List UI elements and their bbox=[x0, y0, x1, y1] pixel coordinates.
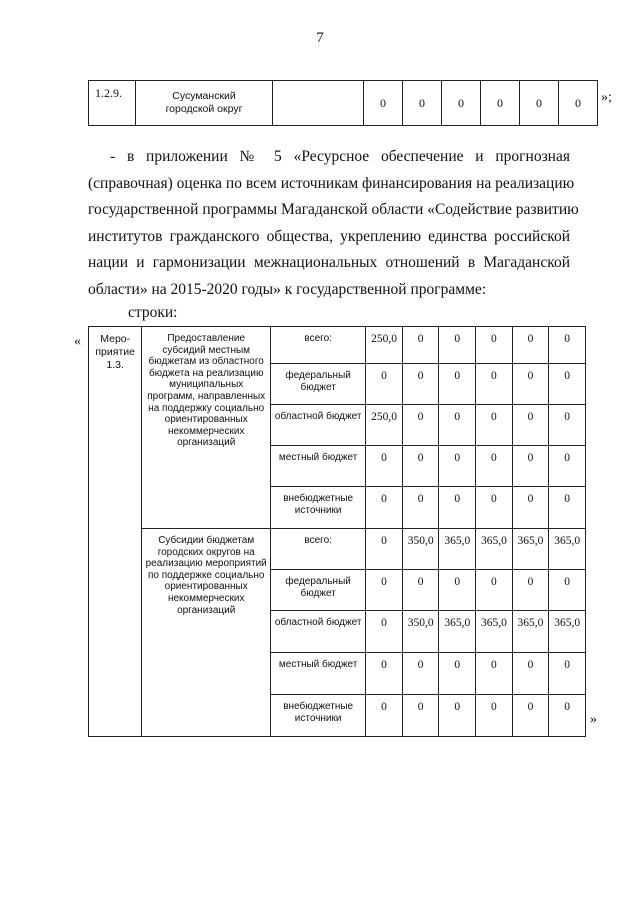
value-cell: 0 bbox=[476, 327, 513, 364]
value-cell: 350,0 bbox=[402, 529, 439, 570]
value-cell: 365,0 bbox=[512, 529, 549, 570]
body-paragraph bbox=[88, 144, 579, 304]
value-cell: 0 bbox=[476, 570, 513, 611]
value-cell: 0 bbox=[366, 364, 403, 405]
value-cell: 0 bbox=[402, 653, 439, 695]
event-cell bbox=[89, 327, 142, 737]
quote-close: » bbox=[590, 712, 597, 727]
value-cell: 0 bbox=[402, 487, 439, 529]
group-description: Предоставление субсидий местным бюджетам из областного бюджета на реализацию муниципальных программ, направленных на поддержку социально ориентированных некоммерческих организаций bbox=[142, 327, 271, 529]
value-cell: 0 bbox=[549, 570, 586, 611]
value-cell: 0 bbox=[366, 695, 403, 737]
paragraph-line: нации и гармонизации межнациональных отношений в Магаданской bbox=[88, 254, 570, 272]
value-cell: 0 bbox=[402, 695, 439, 737]
value-cell: 0 bbox=[439, 570, 476, 611]
value-cell: 0 bbox=[402, 405, 439, 446]
group-description: Субсидии бюджетам городских округов на реализацию мероприятий по поддержке социально ориентированных некоммерческих организаций bbox=[142, 529, 271, 737]
value-cell: 0 bbox=[512, 327, 549, 364]
value-cell: 365,0 bbox=[512, 611, 549, 653]
value-cell: 0 bbox=[512, 364, 549, 405]
value-cell: 0 bbox=[520, 81, 559, 126]
value-cell: 365,0 bbox=[476, 611, 513, 653]
row-name-line1: Сусуманский bbox=[172, 90, 236, 102]
source-cell: областной бюджет bbox=[271, 611, 366, 653]
paragraph-line: (справочная) оценка по всем источникам финансирования на реализацию bbox=[88, 174, 575, 192]
value-cell: 0 bbox=[549, 653, 586, 695]
value-cell: 0 bbox=[512, 405, 549, 446]
value-cell: 0 bbox=[366, 570, 403, 611]
value-cell: 0 bbox=[439, 487, 476, 529]
value-cell: 0 bbox=[512, 695, 549, 737]
value-cell: 0 bbox=[476, 446, 513, 487]
paragraph-line: - в приложении № 5 «Ресурсное обеспечение и прогнозная bbox=[110, 148, 570, 165]
value-cell: 250,0 bbox=[366, 327, 403, 364]
value-cell: 0 bbox=[439, 695, 476, 737]
value-cell: 0 bbox=[476, 487, 513, 529]
paragraph-line: области» на 2015-2020 годы» к государственной программе: bbox=[88, 280, 487, 298]
source-cell: всего: bbox=[271, 529, 366, 570]
paragraph-line: институтов гражданского общества, укреплению единства российской bbox=[88, 227, 570, 245]
quote-open: « bbox=[74, 334, 81, 349]
source-cell: местный бюджет bbox=[271, 653, 366, 695]
source-cell: местный бюджет bbox=[271, 446, 366, 487]
value-cell: 0 bbox=[512, 446, 549, 487]
value-cell: 0 bbox=[476, 405, 513, 446]
value-cell: 0 bbox=[366, 611, 403, 653]
value-cell: 0 bbox=[402, 364, 439, 405]
event-line3: 1.3. bbox=[106, 359, 124, 371]
row-code: 1.2.9. bbox=[89, 81, 136, 126]
value-cell: 0 bbox=[442, 81, 481, 126]
value-cell: 0 bbox=[403, 81, 442, 126]
value-cell: 0 bbox=[402, 327, 439, 364]
empty-cell bbox=[273, 81, 364, 126]
stroki-label: строки: bbox=[128, 304, 178, 321]
value-cell: 0 bbox=[476, 695, 513, 737]
value-cell: 0 bbox=[439, 327, 476, 364]
value-cell: 0 bbox=[481, 81, 520, 126]
value-cell: 0 bbox=[476, 653, 513, 695]
paragraph-line: государственной программы Магаданской области «Содействие развитию bbox=[88, 201, 579, 219]
value-cell: 0 bbox=[549, 446, 586, 487]
value-cell: 0 bbox=[439, 364, 476, 405]
value-cell: 365,0 bbox=[439, 611, 476, 653]
row-name-line2: городской округ bbox=[165, 103, 243, 115]
value-cell: 0 bbox=[559, 81, 598, 126]
value-cell: 365,0 bbox=[439, 529, 476, 570]
value-cell: 0 bbox=[549, 695, 586, 737]
value-cell: 0 bbox=[439, 653, 476, 695]
value-cell: 0 bbox=[366, 446, 403, 487]
value-cell: 0 bbox=[549, 364, 586, 405]
source-cell: федеральный бюджет bbox=[271, 570, 366, 611]
table-row bbox=[89, 327, 586, 364]
value-cell: 0 bbox=[512, 653, 549, 695]
top-suffix: »; bbox=[601, 90, 612, 105]
value-cell: 0 bbox=[402, 570, 439, 611]
value-cell: 0 bbox=[439, 446, 476, 487]
table-row bbox=[89, 81, 598, 126]
value-cell: 0 bbox=[549, 487, 586, 529]
value-cell: 0 bbox=[364, 81, 403, 126]
top-table bbox=[88, 80, 598, 126]
value-cell: 365,0 bbox=[549, 611, 586, 653]
value-cell: 0 bbox=[366, 529, 403, 570]
value-cell: 365,0 bbox=[476, 529, 513, 570]
value-cell: 0 bbox=[512, 487, 549, 529]
source-cell: всего: bbox=[271, 327, 366, 364]
row-name bbox=[136, 81, 273, 126]
source-cell: федеральный бюджет bbox=[271, 364, 366, 405]
value-cell: 0 bbox=[366, 487, 403, 529]
value-cell: 0 bbox=[402, 446, 439, 487]
event-line1: Меро- bbox=[100, 333, 131, 345]
value-cell: 0 bbox=[439, 405, 476, 446]
main-table bbox=[88, 326, 586, 737]
source-cell: областной бюджет bbox=[271, 405, 366, 446]
value-cell: 0 bbox=[549, 327, 586, 364]
source-cell: внебюджетные источники bbox=[271, 487, 366, 529]
table-row bbox=[89, 529, 586, 570]
event-line2: приятие bbox=[95, 346, 135, 358]
value-cell: 0 bbox=[512, 570, 549, 611]
value-cell: 350,0 bbox=[402, 611, 439, 653]
value-cell: 0 bbox=[549, 405, 586, 446]
value-cell: 250,0 bbox=[366, 405, 403, 446]
value-cell: 0 bbox=[366, 653, 403, 695]
source-cell: внебюджетные источники bbox=[271, 695, 366, 737]
page-number: 7 bbox=[316, 30, 324, 46]
value-cell: 0 bbox=[476, 364, 513, 405]
value-cell: 365,0 bbox=[549, 529, 586, 570]
